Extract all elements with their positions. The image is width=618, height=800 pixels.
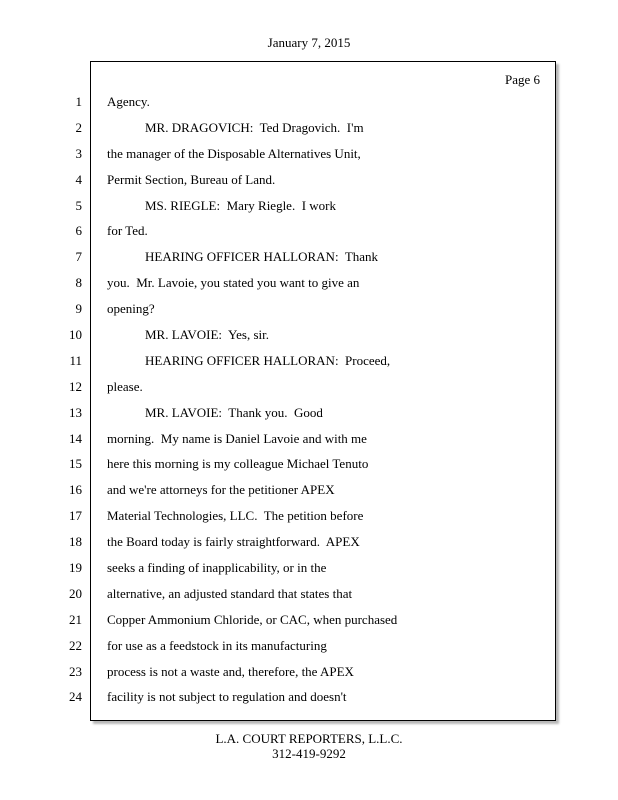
line-number: 24 (69, 689, 82, 705)
transcript-line: the manager of the Disposable Alternatives Unit, (107, 145, 361, 161)
transcript-line: HEARING OFFICER HALLORAN: Proceed, (145, 352, 391, 368)
transcript-line: Material Technologies, LLC. The petition before (107, 508, 364, 524)
line-number: 14 (69, 430, 82, 446)
transcript-text (107, 92, 547, 713)
transcript-line: MR. DRAGOVICH: Ted Dragovich. I'm (145, 119, 364, 135)
line-number: 6 (75, 223, 82, 239)
transcript-line: facility is not subject to regulation and doesn't (107, 689, 347, 705)
line-number: 8 (75, 275, 82, 291)
footer (0, 731, 618, 761)
line-number: 19 (69, 560, 82, 576)
transcript-line: here this morning is my colleague Michael Tenuto (107, 456, 369, 472)
line-number: 21 (69, 611, 82, 627)
line-number: 11 (69, 352, 82, 368)
line-number: 18 (69, 534, 82, 550)
transcript-line: MR. LAVOIE: Thank you. Good (145, 404, 323, 420)
line-number: 15 (69, 456, 82, 472)
transcript-line: morning. My name is Daniel Lavoie and with me (107, 430, 367, 446)
line-number: 1 (75, 94, 82, 109)
line-number: 12 (69, 378, 82, 394)
transcript-line: alternative, an adjusted standard that states that (107, 585, 353, 601)
transcript-line: the Board today is fairly straightforward. APEX (107, 534, 360, 550)
transcript-line: please. (107, 378, 143, 394)
transcript-line: you. Mr. Lavoie, you stated you want to give an (107, 275, 360, 291)
line-number-column (0, 92, 82, 713)
line-number: 10 (69, 327, 82, 343)
transcript-line: MR. LAVOIE: Yes, sir. (145, 327, 270, 343)
transcript-line: opening? (107, 301, 155, 317)
page-number: Page 6 (504, 72, 540, 87)
line-number: 5 (75, 197, 82, 213)
line-number: 17 (69, 508, 82, 524)
transcript-line: for use as a feedstock in its manufacturing (107, 637, 327, 653)
line-number: 16 (69, 482, 82, 498)
transcript-line: process is not a waste and, therefore, the APEX (107, 663, 354, 679)
transcript-line: and we're attorneys for the petitioner APEX (107, 482, 335, 498)
transcript-line: seeks a finding of inapplicability, or in the (107, 560, 327, 576)
transcript-line: Permit Section, Bureau of Land. (107, 171, 276, 187)
transcript-line: for Ted. (107, 223, 148, 239)
line-number: 3 (75, 145, 82, 161)
footer-phone: 312-419-9292 (272, 746, 346, 761)
line-number: 22 (69, 637, 82, 653)
footer-company: L.A. COURT REPORTERS, L.L.C. (215, 731, 403, 746)
transcript-line: MS. RIEGLE: Mary Riegle. I work (145, 197, 337, 213)
line-number: 9 (75, 301, 82, 317)
line-number: 2 (75, 119, 82, 135)
transcript-line: Copper Ammonium Chloride, or CAC, when purchased (107, 611, 398, 627)
line-number: 20 (69, 585, 82, 601)
transcript-line: HEARING OFFICER HALLORAN: Thank (145, 249, 379, 265)
line-number: 13 (69, 404, 82, 420)
line-number: 23 (69, 663, 82, 679)
line-number: 7 (75, 249, 82, 265)
transcript-line: Agency. (107, 94, 150, 109)
line-number: 4 (75, 171, 82, 187)
header-date: January 7, 2015 (267, 35, 351, 50)
